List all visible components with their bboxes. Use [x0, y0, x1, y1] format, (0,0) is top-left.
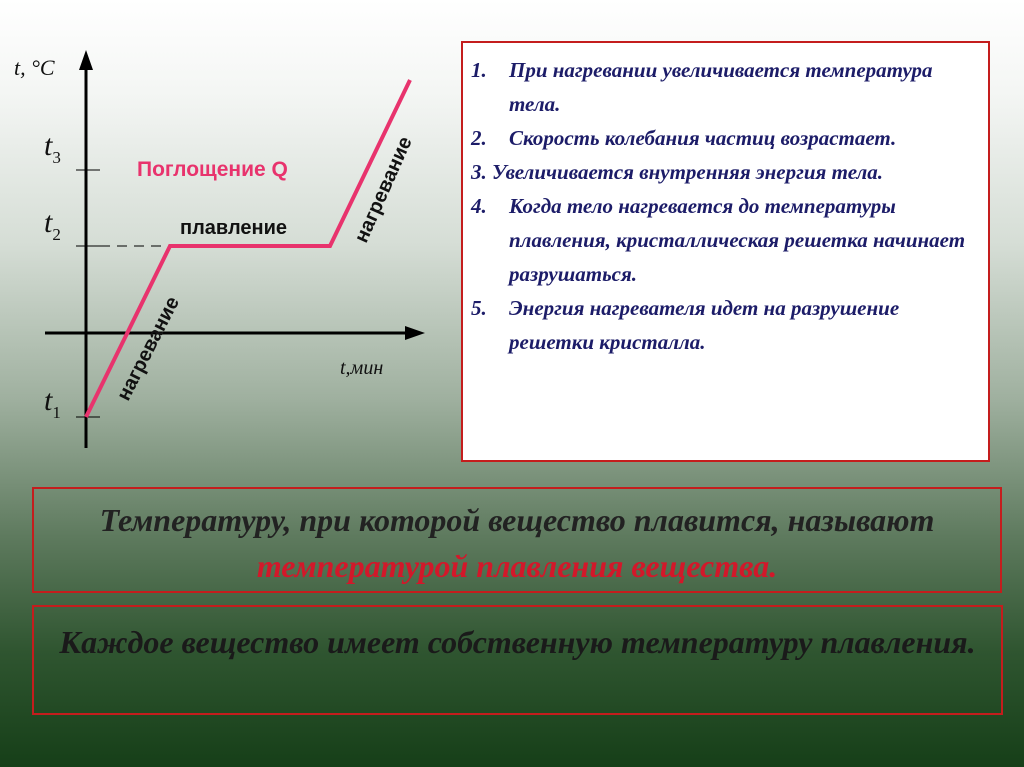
list-item-number: 2. [471, 126, 487, 150]
heating-label-lower: нагревание [112, 293, 184, 405]
list-item-number: 1. [471, 58, 487, 82]
list-item-text: При нагревании увеличивается температура тела. [509, 58, 933, 116]
list-item [471, 53, 972, 121]
list-item-text: Когда тело нагревается до температуры плавления, кристаллическая решетка начинает разрушаться. [509, 194, 966, 286]
absorption-label: Поглощение Q [137, 158, 288, 181]
t2-label: $t_2$ [44, 206, 61, 244]
list-item-number: 4. [471, 194, 487, 218]
definition-text: Температуру, при которой вещество плавится, называют [99, 502, 935, 538]
t3-label: $t_3$ [44, 129, 61, 167]
list-item [471, 189, 972, 291]
list-item [471, 121, 972, 155]
list-item-number: 3. [471, 160, 487, 184]
x-axis-arrow [405, 326, 425, 340]
melting-label: плавление [180, 217, 288, 239]
y-axis-arrow [79, 50, 93, 70]
melting-graph [0, 0, 460, 480]
info-list-box [461, 41, 990, 462]
fact-box [32, 605, 1003, 715]
list-item-text: Скорость колебания частиц возрастает. [509, 126, 897, 150]
list-item [471, 155, 972, 189]
definition-highlight: температурой плавления вещества. [256, 548, 778, 584]
list-item-text: Энергия нагревателя идет на разрушение решетки кристалла. [509, 296, 900, 354]
y-axis-label: t, °C [14, 55, 55, 80]
fact-text: Каждое вещество имеет собственную температуру плавления. [59, 624, 976, 660]
definition-box [32, 487, 1002, 593]
x-axis-label: t,мин [340, 357, 384, 379]
heating-label-upper: нагревание [350, 133, 417, 247]
list-item-text: Увеличивается внутренняя энергия тела. [492, 160, 884, 184]
t1-label: $t_1$ [44, 384, 61, 422]
list-item-number: 5. [471, 296, 487, 320]
list-item [471, 291, 972, 359]
